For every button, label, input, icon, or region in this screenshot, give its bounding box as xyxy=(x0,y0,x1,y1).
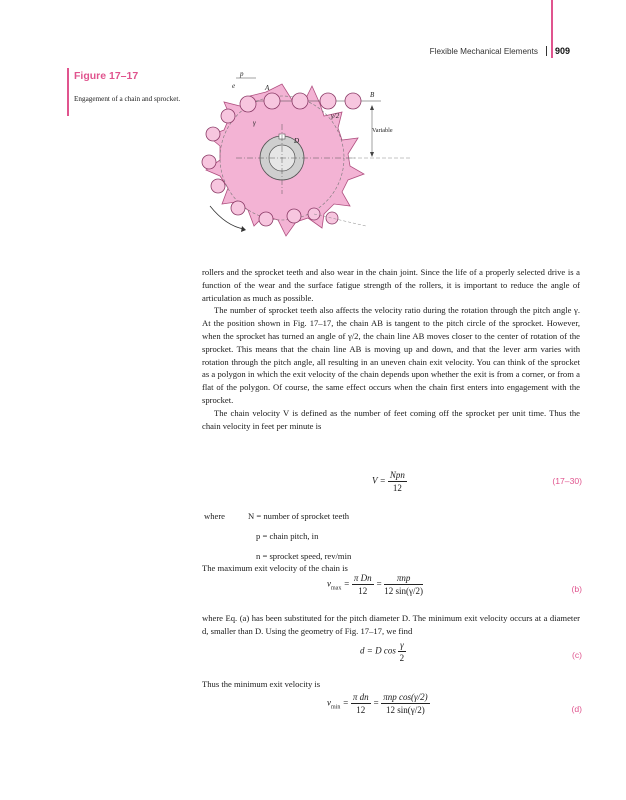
eq-lhs: V = xyxy=(372,475,386,486)
rotation-arrowhead xyxy=(241,226,246,232)
body-text xyxy=(202,266,580,432)
where-label: where xyxy=(204,511,225,521)
eq-numerator: πnp xyxy=(384,573,423,585)
roller xyxy=(211,179,225,193)
eq-lhs: d = D cos xyxy=(360,645,396,656)
eq-equals: = xyxy=(342,697,349,708)
label-a: A xyxy=(265,84,270,92)
eq-fraction xyxy=(398,640,406,663)
roller xyxy=(292,93,308,109)
page-number: 909 xyxy=(554,46,570,56)
equation-number: (b) xyxy=(571,584,582,594)
figure-title: Figure 17–17 xyxy=(74,70,139,82)
eq-fraction xyxy=(352,573,374,596)
label-e: e xyxy=(232,82,236,90)
label-b: B xyxy=(370,91,375,99)
eq-fraction xyxy=(351,692,371,715)
eq-denominator: 12 xyxy=(356,705,366,715)
eq-subscript: min xyxy=(331,704,341,711)
running-header xyxy=(430,46,570,56)
equation-b xyxy=(327,573,423,596)
roller xyxy=(345,93,361,109)
roller xyxy=(259,212,273,226)
paragraph-text: where Eq. (a) has been substituted for the pitch diameter D. The minimum exit velocity occurs at a diameter d, smaller than D. Using the geometry of Fig. 17–17, we find xyxy=(202,613,580,636)
eq-numerator: γ xyxy=(400,640,404,650)
roller xyxy=(202,155,216,169)
equation-17-30 xyxy=(372,470,407,493)
roller xyxy=(264,93,280,109)
roller xyxy=(320,93,336,109)
variable-arrow-top xyxy=(370,105,374,110)
where-item: N = number of sprocket teeth xyxy=(248,511,350,521)
paragraph xyxy=(202,612,580,638)
running-title: Flexible Mechanical Elements xyxy=(429,47,538,56)
roller xyxy=(326,212,338,224)
equation-number: (c) xyxy=(571,650,582,660)
label-d: D xyxy=(294,137,300,145)
eq-fraction xyxy=(388,470,407,493)
eq-fraction xyxy=(381,692,429,715)
roller xyxy=(206,127,220,141)
figure-caption: Engagement of a chain and sprocket. xyxy=(74,95,181,103)
roller xyxy=(221,109,235,123)
paragraph xyxy=(202,678,580,691)
eq-numerator: Npn xyxy=(389,470,405,480)
roller xyxy=(287,209,301,223)
eq-fraction xyxy=(384,573,423,596)
eq-lhs: v xyxy=(327,578,331,589)
eq-lhs: v xyxy=(327,697,331,708)
where-item: n = sprocket speed, rev/min xyxy=(256,551,352,561)
paragraph: The chain velocity V is defined as the number of feet coming off the sprocket per unit time. Thus the chain velocity in feet per minute is xyxy=(202,407,580,431)
eq-numerator: π dn xyxy=(352,692,369,702)
eq-denominator: 2 xyxy=(399,653,405,663)
variable-arrow-bottom xyxy=(370,152,374,157)
where-list xyxy=(202,505,353,567)
equation-number: (17–30) xyxy=(552,476,582,486)
roller xyxy=(231,201,245,215)
label-variable: Variable xyxy=(372,127,393,134)
roller xyxy=(240,96,256,112)
where-item: p = chain pitch, in xyxy=(256,531,319,541)
paragraph-text: Thus the minimum exit velocity is xyxy=(202,679,321,689)
figure-rule xyxy=(67,68,69,116)
eq-numerator: π Dn xyxy=(353,573,372,583)
eq-denominator: 12 xyxy=(358,586,368,596)
eq-equals: = xyxy=(375,578,383,589)
label-p: p xyxy=(240,70,244,78)
paragraph: rollers and the sprocket teeth and also wear in the chain joint. Since the life of a properly selected drive is a function of the wear and the surface fatigue strength of the rollers, it is important to reduce the angle of articulation as much as possible. xyxy=(202,267,580,303)
paragraph-text: The maximum exit velocity of the chain is xyxy=(202,563,348,573)
eq-denominator: 12 sin(γ/2) xyxy=(384,586,423,596)
eq-equals: = xyxy=(343,578,350,589)
eq-denominator: 12 xyxy=(392,483,402,493)
eq-subscript: max xyxy=(331,585,342,592)
label-gamma: γ xyxy=(253,119,256,127)
equation-d xyxy=(327,692,430,715)
eq-denominator: 12 sin(γ/2) xyxy=(386,705,425,715)
eq-equals: = xyxy=(372,697,380,708)
equation-number: (d) xyxy=(571,704,582,714)
header-separator xyxy=(546,46,547,56)
equation-c xyxy=(360,640,406,663)
paragraph: The number of sprocket teeth also affects the velocity ratio during the rotation through the pitch angle γ. At the position shown in Fig. 17–17, the chain AB is tangent to the pitch circle of the sprocket. However, when the sprocket has turned an angle of γ/2, the chain line AB moves closer to the center of rotation of the sprocket. This means that the chain line AB is moving up and down, and that the lever arm varies with rotation through the pitch angle, all resulting in an uneven chain exit velocity. You can think of the sprocket as a polygon in which the exit velocity of the chain depends upon whether the exit is from a corner, or from a flat of the polygon. Of course, the same effect occurs when the chain first enters into engagement with the sprocket. xyxy=(202,305,580,405)
eq-numerator: πnp cos(γ/2) xyxy=(383,692,428,702)
chain-sprocket-diagram xyxy=(196,66,436,241)
label-gamma-half: γ/2 xyxy=(331,112,340,120)
